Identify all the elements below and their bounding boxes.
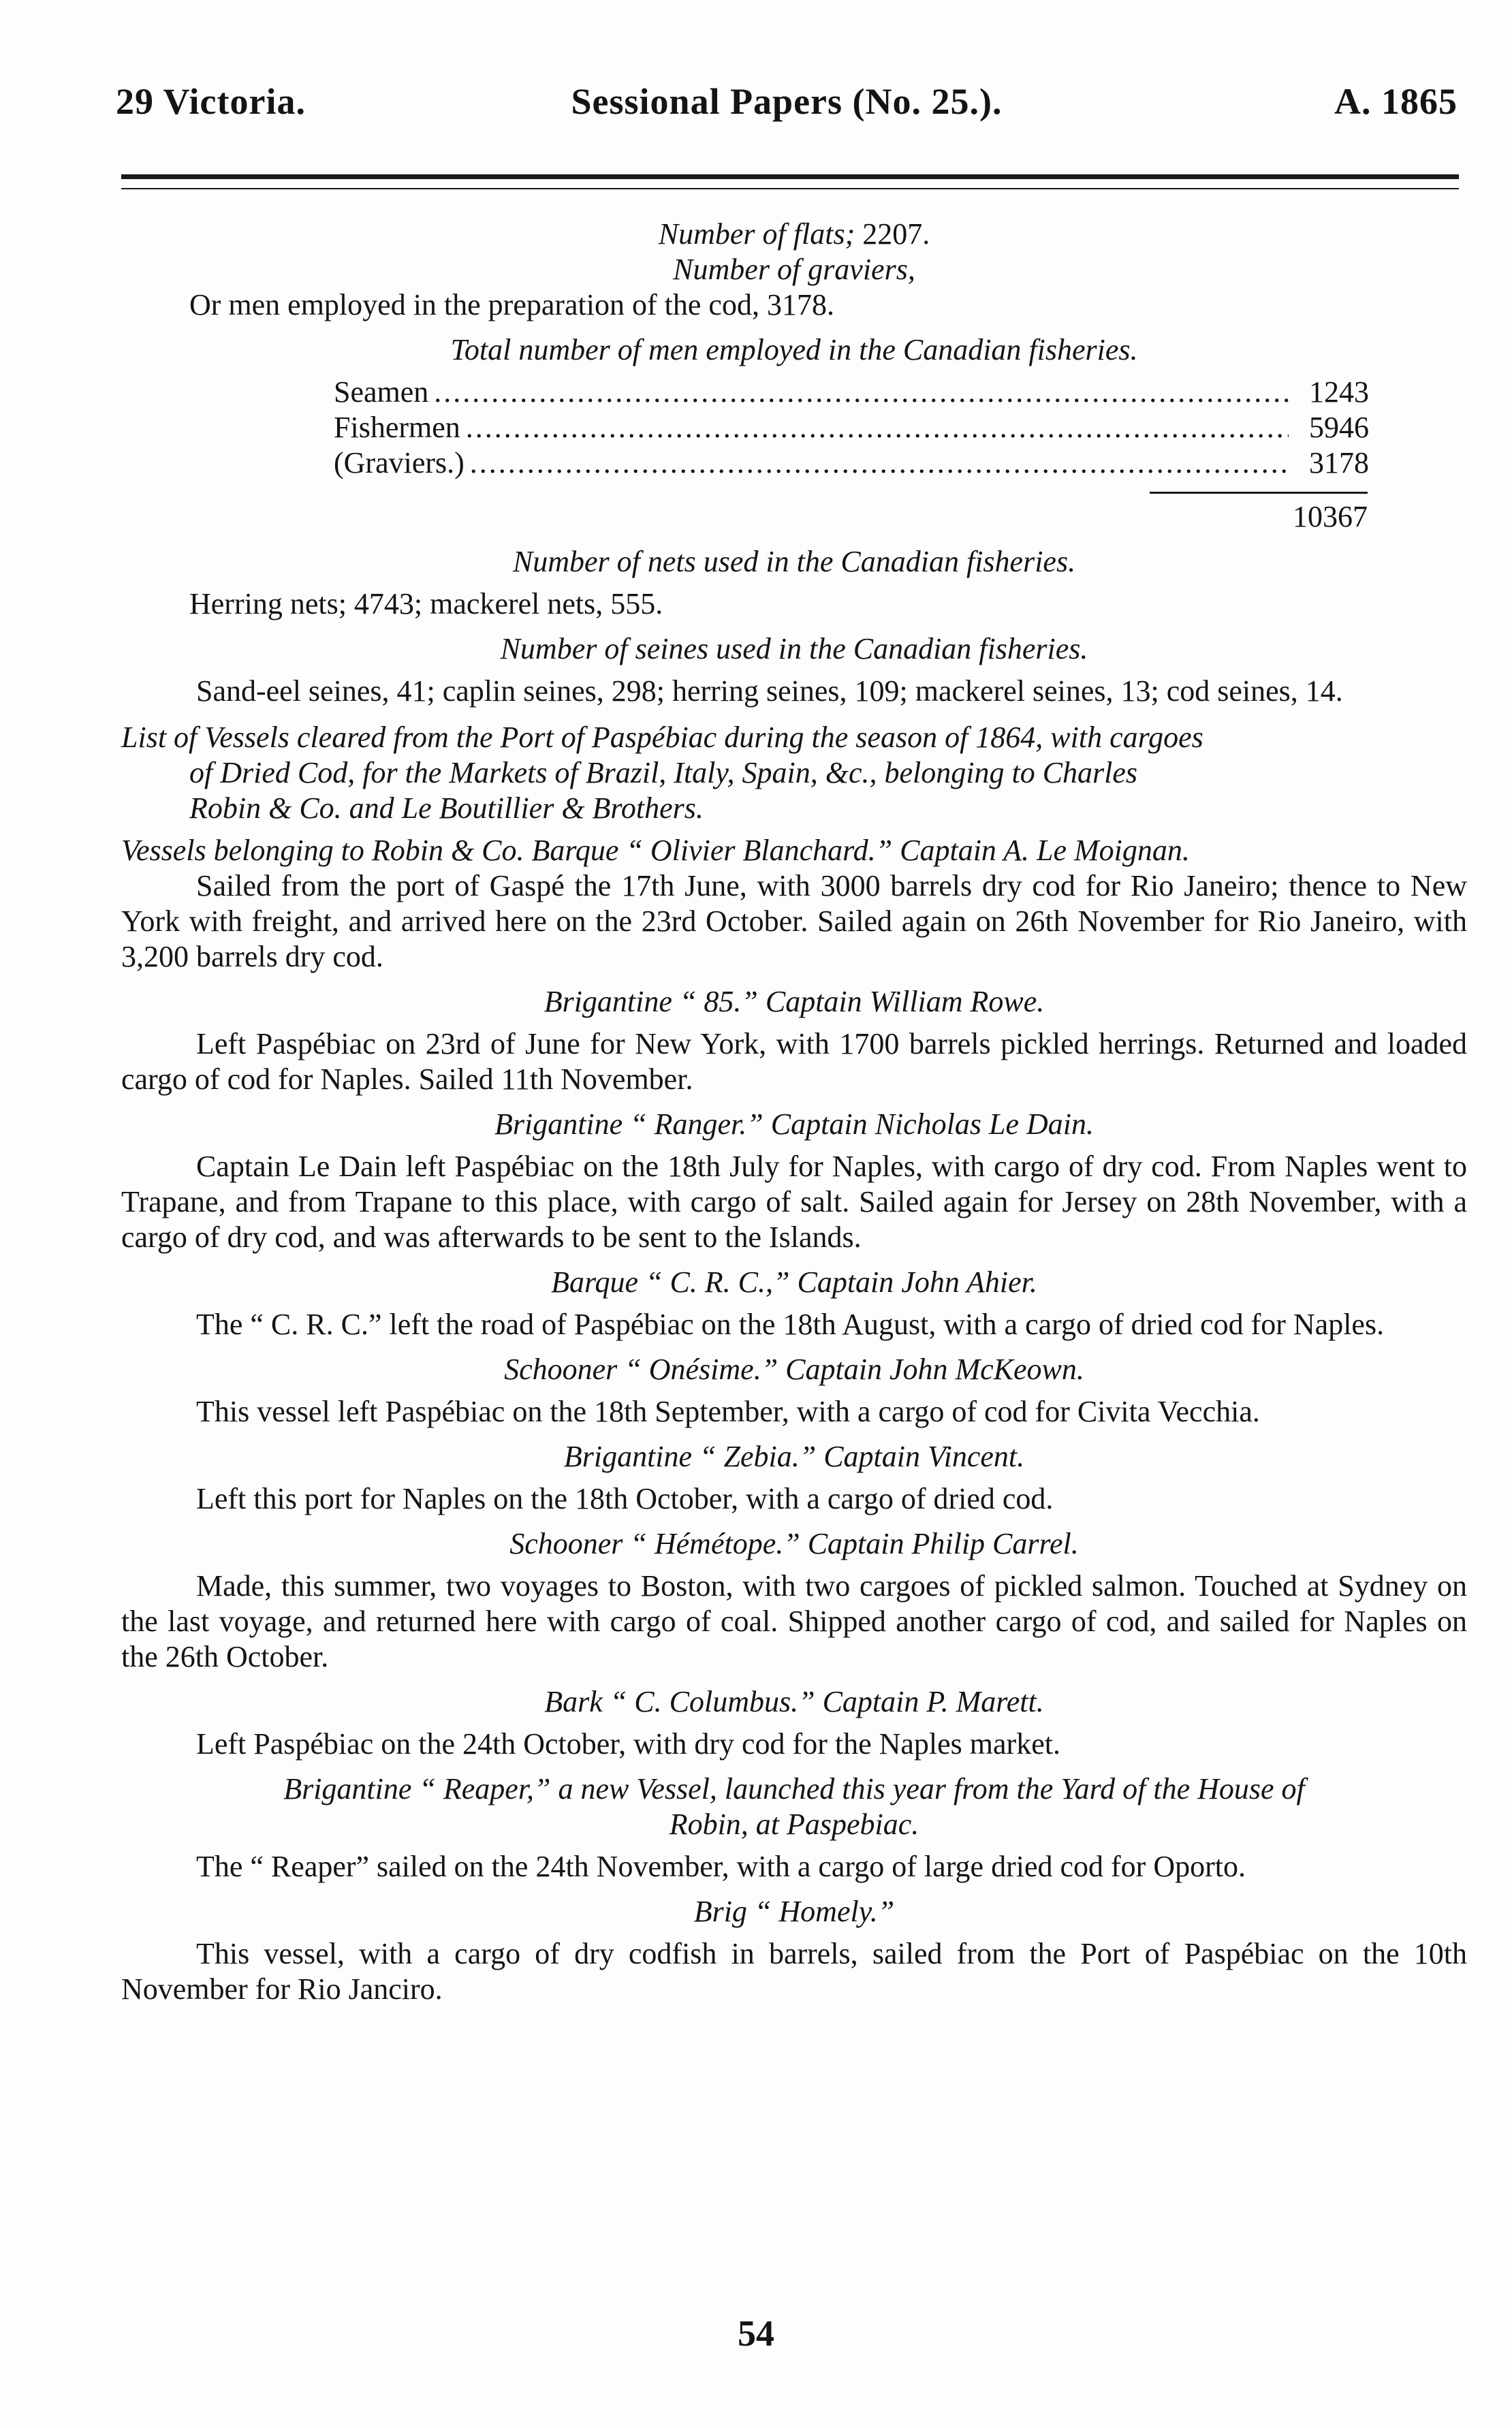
vessel-heading: Brigantine “ Ranger.” Captain Nicholas Le Dain. <box>494 1107 1094 1141</box>
list-heading-line: of Dried Cod, for the Markets of Brazil, Italy, Spain, &c., belonging to Charles <box>189 756 1138 789</box>
vessel-text: Left Paspébiac on 23rd of June for New York, with 1700 barrels pickled herrings. Returned and loaded cargo of cod for Naples. Sailed 11th November. <box>121 1027 1467 1096</box>
seines-text: Sand-eel seines, 41; caplin seines, 298; herring seines, 109; mackerel seines, 13; cod seines, 14. <box>196 674 1343 708</box>
vessel-heading-cont: Robin, at Paspebiac. <box>669 1808 919 1841</box>
header-title: Sessional Papers (No. 25.). <box>571 81 1003 122</box>
tally-row <box>334 410 1369 445</box>
tally-row <box>334 445 1369 481</box>
tally-value: 3178 <box>1309 446 1369 479</box>
vessel-heading: Brigantine “ Reaper,” a new Vessel, launched this year from the Yard of the House of <box>283 1772 1305 1806</box>
vessel-list-heading <box>121 720 1467 826</box>
men-heading: Total number of men employed in the Canadian fisheries. <box>450 333 1138 366</box>
vessel-text: Captain Le Dain left Paspébiac on the 18th July for Naples, with cargo of dry cod. From Naples went to Trapane, and from Trapane to this place, with cargo of salt. Sailed again for Jersey on 28th November, with a cargo of dry cod, and was afterwards to be sent to the Islands. <box>121 1150 1467 1254</box>
leader-dots <box>466 410 1289 445</box>
vessel-text: This vessel left Paspébiac on the 18th September, with a cargo of cod for Civita Vecchia. <box>196 1395 1260 1428</box>
flats-value: 2207. <box>862 217 930 251</box>
vessel-text: The “ C. R. C.” left the road of Paspébiac on the 18th August, with a cargo of dried cod for Naples. <box>196 1308 1385 1341</box>
vessel-text: This vessel, with a cargo of dry codfish in barrels, sailed from the Port of Paspébiac on the 10th November for Rio Janciro. <box>121 1937 1467 2006</box>
tally-label: (Graviers.) <box>334 446 464 479</box>
vessel-heading: Brig “ Homely.” <box>693 1895 895 1928</box>
vessel-heading: Schooner “ Onésime.” Captain John McKeown. <box>504 1353 1084 1386</box>
vessel-heading: Bark “ C. Columbus.” Captain P. Marett. <box>544 1685 1044 1718</box>
men-total: 10367 <box>1293 500 1368 533</box>
vessel-text: Sailed from the port of Gaspé the 17th June, with 3000 barrels dry cod for Rio Janeiro; thence to New York with freight, and arrived here on the 23rd October. Sailed again on 26th November for Rio Janeiro, with 3,200 barrels dry cod. <box>121 869 1467 973</box>
page-number: 54 <box>738 2313 774 2354</box>
vessel-heading: Brigantine “ 85.” Captain William Rowe. <box>544 985 1045 1018</box>
tally-row <box>334 375 1369 410</box>
graviers-text: Or men employed in the preparation of the cod, 3178. <box>189 288 834 321</box>
tally-value: 5946 <box>1309 411 1369 444</box>
men-tally <box>334 375 1369 481</box>
leader-dots <box>470 445 1289 481</box>
vessel-heading: Barque “ C. R. C.,” Captain John Ahier. <box>551 1265 1037 1299</box>
vessel-text: The “ Reaper” sailed on the 24th November, with a cargo of large dried cod for Oporto. <box>196 1850 1246 1883</box>
vessel-heading: Schooner “ Hémétope.” Captain Philip Carrel. <box>509 1527 1079 1560</box>
header-rule-thick <box>121 174 1459 179</box>
page-body <box>121 217 1467 2007</box>
vessel-text: Made, this summer, two voyages to Boston, with two cargoes of pickled salmon. Touched at Sydney on the last voyage, and returned here with cargo of coal. Shipped another cargo of cod, and sailed for Naples on the 26th October. <box>121 1569 1467 1673</box>
list-heading-line: Robin & Co. and Le Boutillier & Brothers. <box>189 791 704 825</box>
tally-label: Seamen <box>334 375 429 409</box>
flats-label: Number of flats; <box>658 217 855 251</box>
vessel-text: Left Paspébiac on the 24th October, with dry cod for the Naples market. <box>196 1727 1060 1761</box>
header-year: A. 1865 <box>1334 81 1458 122</box>
total-rule <box>1150 492 1368 494</box>
tally-value: 1243 <box>1309 375 1369 409</box>
leader-dots <box>434 375 1289 410</box>
running-header <box>116 80 1458 135</box>
vessel-heading: Vessels belonging to Robin & Co. Barque “ Olivier Blanchard.” Captain A. Le Moignan. <box>121 834 1190 867</box>
vessel-heading: Brigantine “ Zebia.” Captain Vincent. <box>563 1440 1025 1473</box>
header-rule-thin <box>121 188 1459 189</box>
header-session: 29 Victoria. <box>116 81 306 122</box>
graviers-heading: Number of graviers, <box>673 253 915 286</box>
seines-heading: Number of seines used in the Canadian fisheries. <box>500 632 1088 665</box>
nets-text: Herring nets; 4743; mackerel nets, 555. <box>189 587 663 620</box>
nets-heading: Number of nets used in the Canadian fisheries. <box>512 545 1076 578</box>
flats-line <box>121 217 1467 252</box>
list-heading-line: List of Vessels cleared from the Port of Paspébiac during the season of 1864, with cargoes <box>121 721 1203 754</box>
vessel-text: Left this port for Naples on the 18th October, with a cargo of dried cod. <box>196 1482 1054 1515</box>
tally-label: Fishermen <box>334 411 460 444</box>
